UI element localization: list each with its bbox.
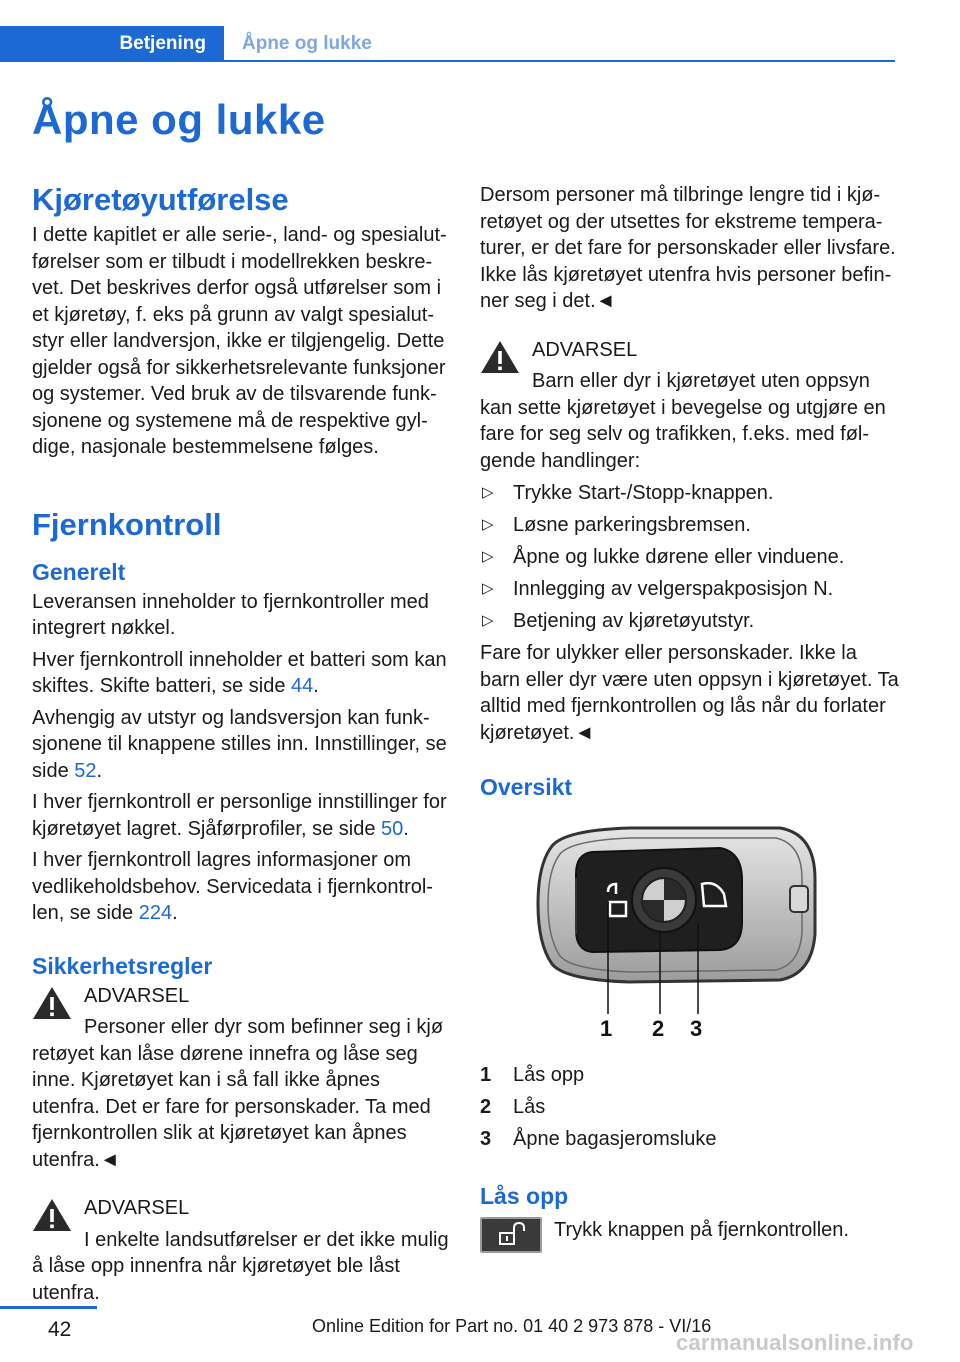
general-text-4: I hver fjernkontroll er personlige innstillinger for kjøretøyet lagret. Sjåførprofiler, se side 50. (32, 791, 447, 840)
warning-block-1 (32, 983, 450, 1174)
watermark: carmanualsonline.info (676, 1330, 914, 1355)
page-link-224[interactable]: 224 (138, 902, 173, 924)
callout-1: 1 (600, 1016, 613, 1039)
unlock-instruction (480, 1217, 900, 1261)
section-tab[interactable]: Åpne og lukke (242, 33, 372, 54)
triangle-bullet-icon: ▷ (482, 548, 494, 565)
warning-text: retøyet kan låse dørene innefra og låse seg inne. Kjøretøyet kan i så fall ikke åpnes utenfra. Det er fare for personskader. Ta med fjernkontrollen slik at kjøretøyet kan åpnes utenfra.◄ (32, 1042, 431, 1171)
intro-warning-text: Dersom personer må tilbringe lengre tid i kjøretøyet og der utsettes for ekstreme temperaturer, er det fare for personskader eller livsfare. Ikke lås kjøretøyet utenfra hvis personer befinner seg i det.◄ (480, 184, 896, 312)
triangle-bullet-icon: ▷ (482, 612, 494, 629)
list-item: ▷ Innlegging av velgerspakposisjon N. (480, 576, 900, 603)
right-column (480, 182, 900, 1261)
triangle-bullet-icon: ▷ (482, 484, 494, 501)
subsection-title-unlock: Lås opp (480, 1182, 569, 1209)
footer-rule (0, 1306, 97, 1309)
section-title-remote: Fjernkontroll (32, 506, 222, 542)
list-item: ▷ Løsne parkeringsbremsen. (480, 512, 900, 539)
list-item: ▷ Åpne og lukke dørene eller vinduene. (480, 544, 900, 571)
warning-text-first-line: Personer eller dyr som befinner seg i kjø (84, 1016, 444, 1038)
chapter-tab[interactable]: Betjening (0, 26, 224, 62)
unlock-button-icon (480, 1217, 542, 1253)
warning-triangle-icon (480, 339, 520, 375)
key-legend (480, 1062, 900, 1153)
warning-text: å låse opp innenfra når kjøretøyet ble låst utenfra. (32, 1255, 400, 1304)
general-text-5: I hver fjernkontroll lagres informasjoner om vedlikeholdsbehov. Servicedata i fjernkontrollen, se side 224. (32, 849, 433, 924)
page-link-52[interactable]: 52 (74, 759, 97, 782)
warning-block-3 (480, 337, 900, 475)
page-title: Åpne og lukke (32, 96, 326, 143)
page-link-44[interactable]: 44 (291, 675, 314, 697)
vehicle-version-text: I dette kapitlet er alle serie-, land- og spesialutførelser som er tilbudt i modellrekken beskrevet. Det beskrives derfor også utførelser som i et kjøretøy, f. eks på grunn av valgt spesialutstyr eller landversjon, ikke er tilgjengelig. Dette gjelder også for sikkerhetsrelevante funksjoner og systemer. Ved bruk av de tilsvarende funksjonene og systemene må de respektive gyldige, nasjonale bestemmelsene følges. (32, 224, 447, 458)
general-text-3: Avhengig av utstyr og landsversjon kan funksjonene til knappene stilles inn. Innstillinger, se side 52. (32, 706, 447, 782)
warning-heading: ADVARSEL (532, 338, 638, 361)
warning-heading: ADVARSEL (84, 984, 190, 1007)
warning-text-first-line: Barn eller dyr i kjøretøyet uten oppsyn (532, 370, 870, 392)
hazard-action-list (480, 480, 900, 635)
hazard-conclusion-text: Fare for ulykker eller personskader. Ikke la barn eller dyr være uten oppsyn i kjøretøyet. Ta alltid med fjernkontrollen og lås når du forlater kjøretøyet.◄ (480, 642, 899, 744)
triangle-bullet-icon: ▷ (482, 580, 494, 597)
general-text-2: Hver fjernkontroll inneholder et batteri som kan skiftes. Skifte batteri, se side 44. (32, 648, 447, 697)
page-link-50[interactable]: 50 (381, 817, 404, 840)
warning-triangle-icon (32, 1197, 72, 1233)
callout-3: 3 (690, 1016, 703, 1039)
warning-heading: ADVARSEL (84, 1197, 190, 1219)
unlock-instruction-text: Trykk knappen på fjernkontrollen. (554, 1218, 849, 1241)
list-item: ▷ Trykke Start-/Stopp-knappen. (480, 480, 900, 507)
warning-triangle-icon (32, 985, 72, 1021)
header-rule (0, 60, 895, 62)
warning-text-first-line: I enkelte landsutførelser er det ikke mulig (84, 1228, 449, 1251)
general-text-1: Leveransen inneholder to fjernkontroller med integrert nøkkel. (32, 590, 429, 639)
callout-2: 2 (652, 1016, 665, 1039)
legend-row: 3 Åpne bagasjeromsluke (480, 1128, 717, 1150)
padlock-open-icon (482, 1219, 540, 1251)
legend-row: 2 Lås (480, 1096, 546, 1118)
triangle-bullet-icon: ▷ (482, 516, 494, 533)
page-number: 42 (48, 1318, 72, 1341)
list-item: ▷ Betjening av kjøretøyutstyr. (480, 608, 900, 635)
warning-block-2 (32, 1195, 450, 1306)
legend-row: 1 Lås opp (480, 1064, 585, 1086)
edition-note: Online Edition for Part no. 01 40 2 973 878 - VI/16 (312, 1316, 712, 1336)
remote-key-illustration (480, 824, 900, 1039)
section-title-vehicle-version: Kjøretøyutførelse (32, 182, 289, 217)
subsection-title-overview: Oversikt (480, 774, 573, 800)
left-column (32, 180, 450, 1306)
subsection-title-general: Generelt (32, 558, 126, 585)
subsection-title-safety: Sikkerhetsregler (32, 952, 213, 979)
warning-text: kan sette kjøretøyet i bevegelse og utgjøre en fare for seg selv og trafikken, f.eks. med følgende handlinger: (480, 396, 886, 472)
